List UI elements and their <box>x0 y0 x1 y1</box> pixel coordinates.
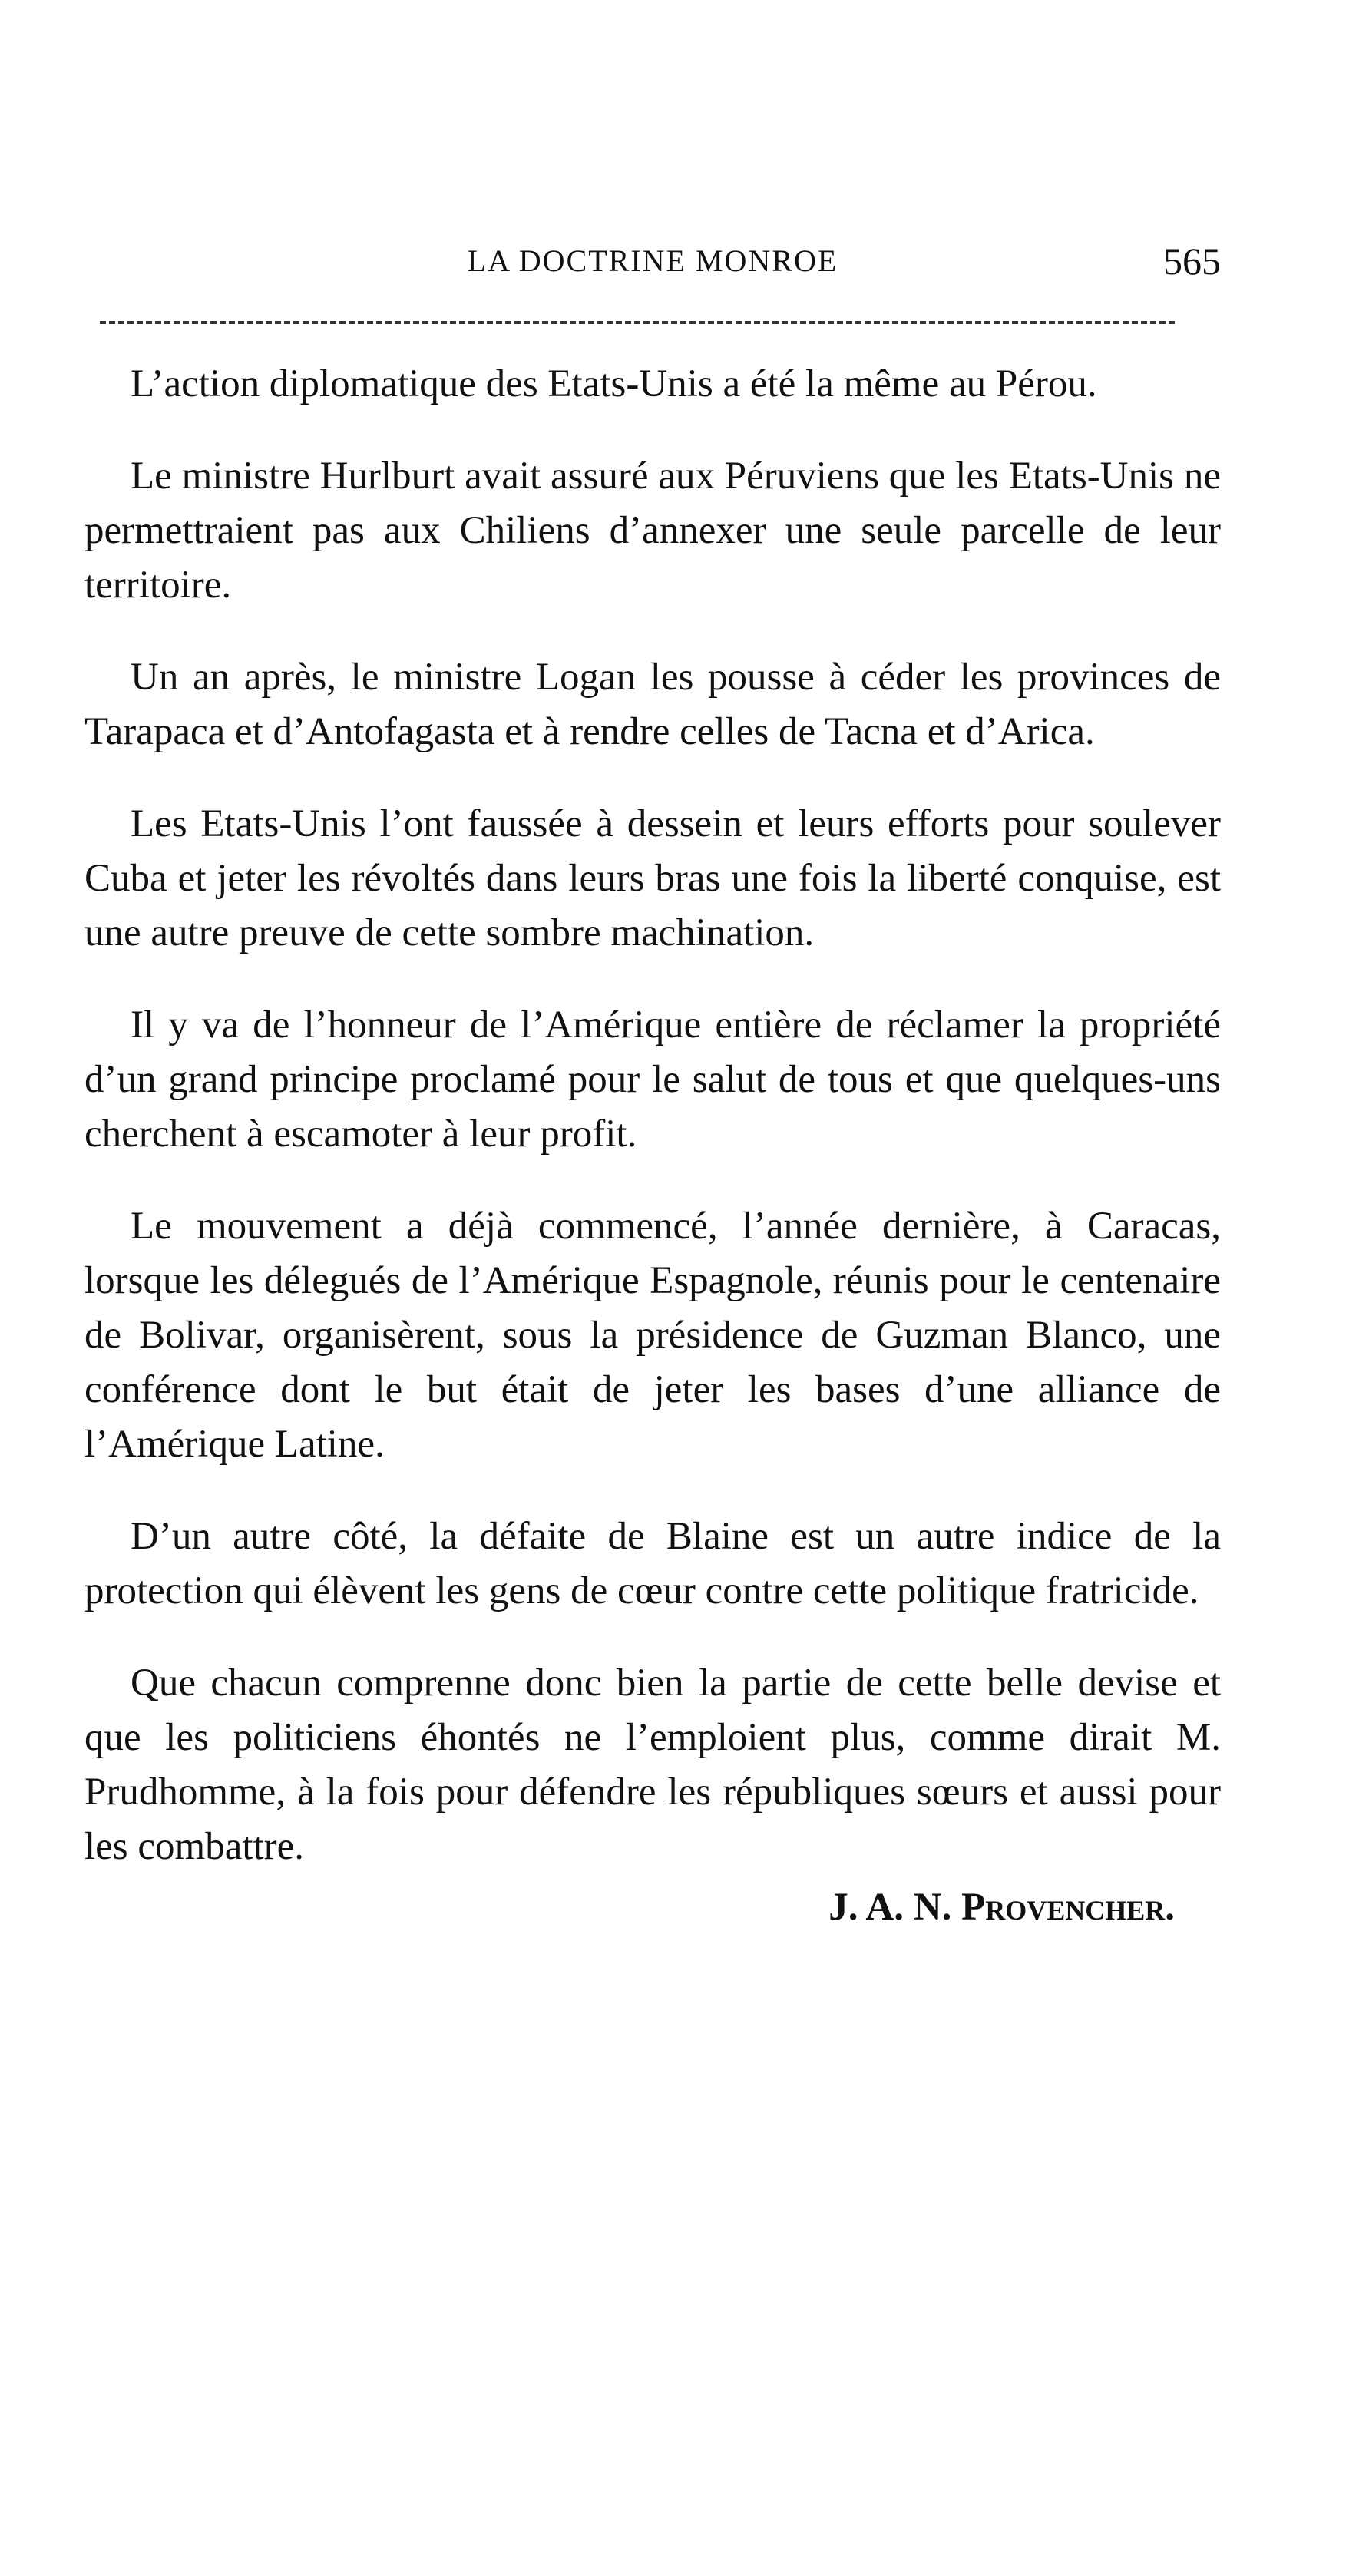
page-number: 565 <box>1163 240 1221 283</box>
paragraph: D’un autre côté, la défaite de Blaine est un autre indice de la protection qui élèvent les gens de cœur contre cette politique fratricide. <box>84 1515 1221 1612</box>
author-initials: J. A. N. <box>828 1886 962 1929</box>
paragraph: Il y va de l’honneur de l’Amérique entière de réclamer la propriété d’un grand principe proclamé pour le salut de tous et que quelques-uns cherchent à escamoter à leur profit. <box>84 1004 1221 1156</box>
running-title: LA DOCTRINE MONROE <box>467 243 838 278</box>
paragraph: Que chacun comprenne donc bien la partie de cette belle devise et que les politiciens éhontés ne l’emploient plus, comme dirait M. Prudhomme, à la fois pour défendre les républiques sœurs et aussi pour les combattre. <box>84 1662 1221 1868</box>
article-body <box>84 357 1221 1935</box>
paragraph: L’action diplomatique des Etats-Unis a été la même au Pérou. <box>131 362 1097 405</box>
header-rule <box>100 321 1175 324</box>
paragraph: Le mouvement a déjà commencé, l’année dernière, à Caracas, lorsque les délegués de l’Amérique Espagnole, réunis pour le centenaire de Bolivar, organisèrent, sous la présidence de Guzman Blanco, une conférence dont le but était de jeter les bases d’une alliance de l’Amérique Latine. <box>84 1205 1221 1466</box>
running-head <box>84 234 1221 288</box>
paragraph: Les Etats-Unis l’ont faussée à dessein et leurs efforts pour soulever Cuba et jeter les révoltés dans leurs bras une fois la liberté conquise, est une autre preuve de cette sombre machination. <box>84 802 1221 954</box>
paragraph: Le ministre Hurlburt avait assuré aux Péruviens que les Etats-Unis ne permettraient pas aux Chiliens d’annexer une seule parcelle de leur territoire. <box>84 455 1221 607</box>
author-surname: Provencher. <box>961 1886 1175 1929</box>
author-signature <box>84 1880 1221 1935</box>
paragraph: Un an après, le ministre Logan les pousse à céder les provinces de Tarapaca et d’Antofagasta et à rendre celles de Tacna et d’Arica. <box>84 656 1221 753</box>
